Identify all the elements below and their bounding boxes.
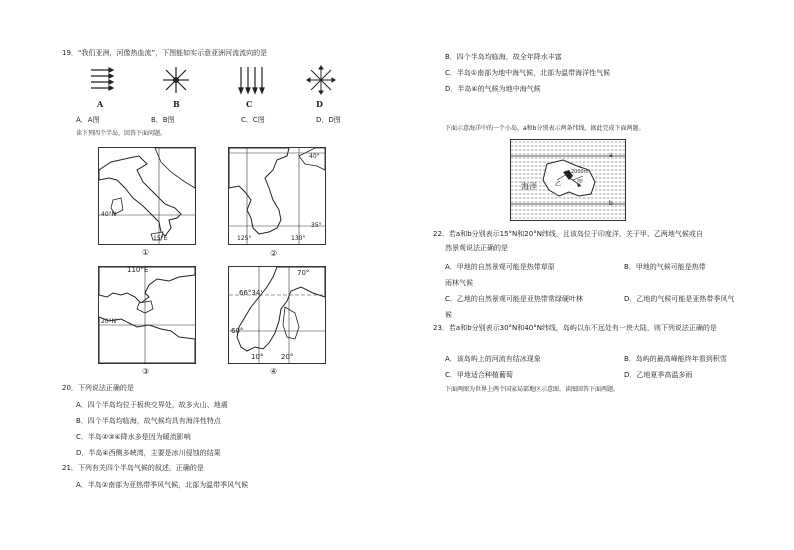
map-indochina-number: ③: [142, 367, 150, 376]
map-scandinavia-arctic-circle: 66°34': [239, 289, 263, 297]
q23-option-a[interactable]: A．该岛屿上的河流有结冰现象: [445, 355, 541, 363]
q20-stem: 20．下列说法正确的是: [62, 384, 134, 392]
map-korea-lat-bottom: 35°: [311, 222, 322, 229]
map-korea: [228, 147, 326, 245]
island-jia-label: 甲: [577, 179, 584, 186]
island-lat-b: b: [609, 200, 613, 207]
map-italy-number: ①: [142, 248, 150, 257]
map-korea-lon-right: 130°: [291, 235, 306, 242]
fig-a-arrows-icon: [89, 66, 113, 94]
q23-option-b[interactable]: B．岛屿的最高峰能终年看到积雪: [624, 355, 727, 363]
map-italy-lat-label: 40°N: [101, 211, 117, 218]
fig-c-label: C: [246, 99, 253, 109]
map-korea-lon-left: 125°: [237, 235, 252, 242]
map-korea-number: ②: [270, 249, 278, 258]
island-yi-label: 乙: [555, 181, 562, 188]
q19-option-d[interactable]: D．D图: [316, 116, 341, 124]
map-scandinavia-lat-60: 60°: [231, 327, 244, 335]
q21-option-b[interactable]: B．四个半岛均临海，故全年降水丰富: [445, 53, 562, 61]
map-scandinavia: [228, 266, 326, 364]
q21-option-a[interactable]: A．半岛②南部为亚热带季风气候，北部为温带季风气候: [76, 481, 249, 489]
q22-option-b[interactable]: B．甲地的气候可能是热带: [624, 263, 706, 271]
q19-option-b[interactable]: B．B图: [151, 116, 175, 124]
q23-option-c[interactable]: C．甲地适合种植葡萄: [445, 371, 513, 379]
intro-island: 下面示意海洋中的一个小岛，a和b分别表示两条纬线。据此完成下面两题。: [445, 125, 645, 132]
fig-b-label: B: [173, 99, 180, 109]
q22-option-a[interactable]: A．甲地的自然景观可能是热带草原: [445, 263, 555, 271]
map-scandinavia-number: ④: [270, 367, 278, 376]
q22-option-c[interactable]: C．乙地的自然景观可能是亚热带常绿硬叶林: [445, 295, 583, 303]
map-indochina-lat-label: 20°N: [101, 318, 117, 325]
q21-option-d[interactable]: D．半岛④的气候为地中海气候: [445, 85, 541, 93]
q22-stem: 22．若a和b分别表示15°N和20°N纬线，且该岛位于印度洋，关于甲、乙两地气候或自: [433, 230, 703, 238]
q22-option-b-cont: 雨林气候: [445, 279, 473, 287]
fig-b-arrows-icon: [162, 66, 190, 94]
q22-option-d-cont: 候: [445, 311, 452, 319]
q20-option-d[interactable]: D．半岛④西侧多峡湾，主要是冰川侵蚀的结果: [76, 449, 221, 457]
fig-a-label: A: [97, 99, 104, 109]
q21-stem: 21．下列有关四个半岛气候的叙述，正确的是: [62, 464, 204, 472]
intro-countries: 下面两图为世界上两个国家局部地区示意图。读图回答下面两题。: [445, 386, 620, 393]
island-peak-label: 2000m: [571, 169, 589, 175]
island-sea-label: 海洋: [521, 182, 537, 191]
q19-option-c[interactable]: C．C图: [241, 116, 265, 124]
map-scandinavia-lon-20: 20°: [281, 353, 294, 361]
q20-option-b[interactable]: B．四个半岛均临海，故气候均具有海洋性特点: [76, 417, 221, 425]
fig-d-label: D: [316, 99, 323, 109]
q20-option-c[interactable]: C．半岛②③④降水多是因为暖流影响: [76, 433, 191, 441]
q22-stem-cont: 然景观说法正确的是: [445, 244, 508, 252]
intro-peninsulas: 读下列四个半岛，回答下面问题。: [76, 130, 167, 137]
fig-d-arrows-icon: [307, 66, 335, 94]
map-italy: [98, 147, 196, 245]
q19-stem: 19．“我们亚洲，河像热血流”，下图能如实示意亚洲河流流向的是: [62, 49, 268, 57]
map-scandinavia-lon-10: 10°: [251, 353, 264, 361]
map-italy-lon-label: 15°E: [153, 235, 168, 242]
q20-option-a[interactable]: A．四个半岛均位于板块交界处，故多火山、地震: [76, 401, 228, 409]
map-indochina-lon-label: 110°E: [127, 266, 149, 274]
q23-option-d[interactable]: D．乙地夏季高温多雨: [624, 371, 693, 379]
q19-option-a[interactable]: A．A图: [76, 116, 100, 124]
island-lat-a: a: [609, 152, 613, 159]
map-korea-lat-top: 40°: [309, 153, 320, 160]
q22-option-d[interactable]: D．乙地的气候可能是亚热带季风气: [624, 295, 735, 303]
q21-option-c[interactable]: C．半岛①南部为地中海气候，北部为温带海洋性气候: [445, 69, 611, 77]
q23-stem: 23．若a和b分别表示30°N和40°N纬线，岛屿以东不远处有一块大陆，则下列说法正确的是: [433, 324, 717, 332]
map-scandinavia-lat-70: 70°: [297, 269, 310, 277]
island-figure: [510, 139, 626, 221]
map-indochina: [98, 266, 196, 364]
fig-c-arrows-icon: [238, 66, 264, 94]
